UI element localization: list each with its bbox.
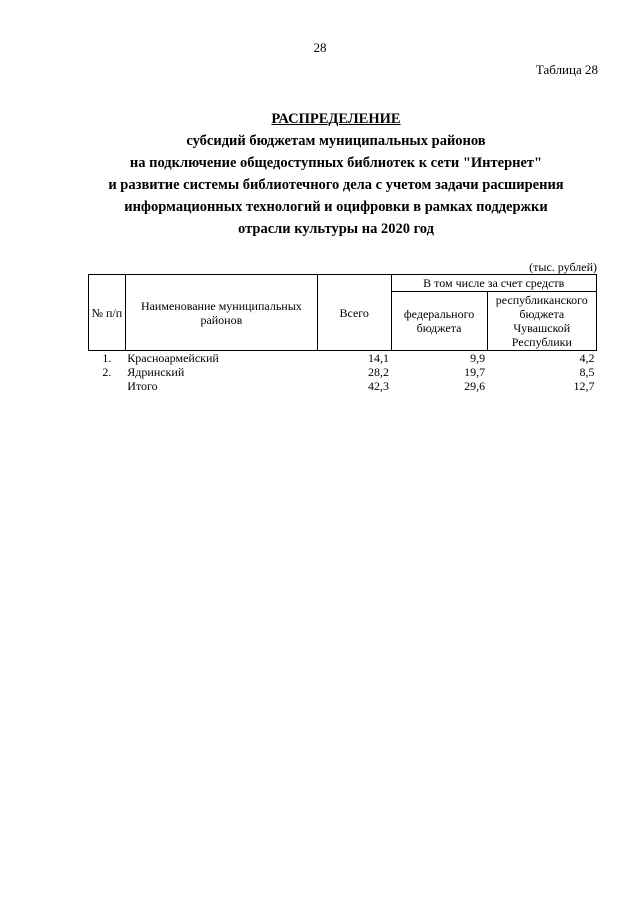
row-republic: 12,7 [573,379,595,393]
heading-line-5: отрасли культуры на 2020 год [238,221,434,237]
document-heading [60,108,612,240]
page-number: 28 [313,40,327,55]
row-federal: 19,7 [464,365,486,379]
row-total: 42,3 [368,379,390,393]
header-republic: республиканского бюджета Чувашской Республики [487,292,596,351]
header-total: Всего [317,275,391,351]
table-row [89,365,597,379]
heading-title: РАСПРЕДЕЛЕНИЕ [271,111,401,127]
row-name: Ядринский [127,365,185,379]
heading-line-3: и развитие системы библиотечного дела с учетом задачи расширения [108,177,564,193]
heading-line-4: информационных технологий и оцифровки в рамках поддержки [124,199,548,215]
row-num: 2. [102,365,112,379]
units-label: (тыс. рублей) [529,260,597,274]
row-name: Красноармейский [127,351,219,365]
table-label: Таблица 28 [535,62,598,77]
distribution-table [88,274,597,393]
row-total: 28,2 [368,365,390,379]
header-group: В том числе за счет средств [391,275,596,292]
header-num: № п/п [89,275,126,351]
table-row-total [89,379,597,393]
heading-line-2: на подключение общедоступных библиотек к сети "Интернет" [129,155,543,171]
row-num [89,379,126,393]
header-federal: федерального бюджета [391,292,487,351]
row-republic: 4,2 [579,351,595,365]
heading-line-1: субсидий бюджетам муниципальных районов [186,133,486,149]
row-name: Итого [127,379,158,393]
header-name: Наименование муниципальных районов [125,275,317,351]
row-num: 1. [102,351,112,365]
row-total: 14,1 [368,351,390,365]
row-federal: 9,9 [470,351,486,365]
row-federal: 29,6 [464,379,486,393]
row-republic: 8,5 [579,365,595,379]
table-row [89,351,597,366]
